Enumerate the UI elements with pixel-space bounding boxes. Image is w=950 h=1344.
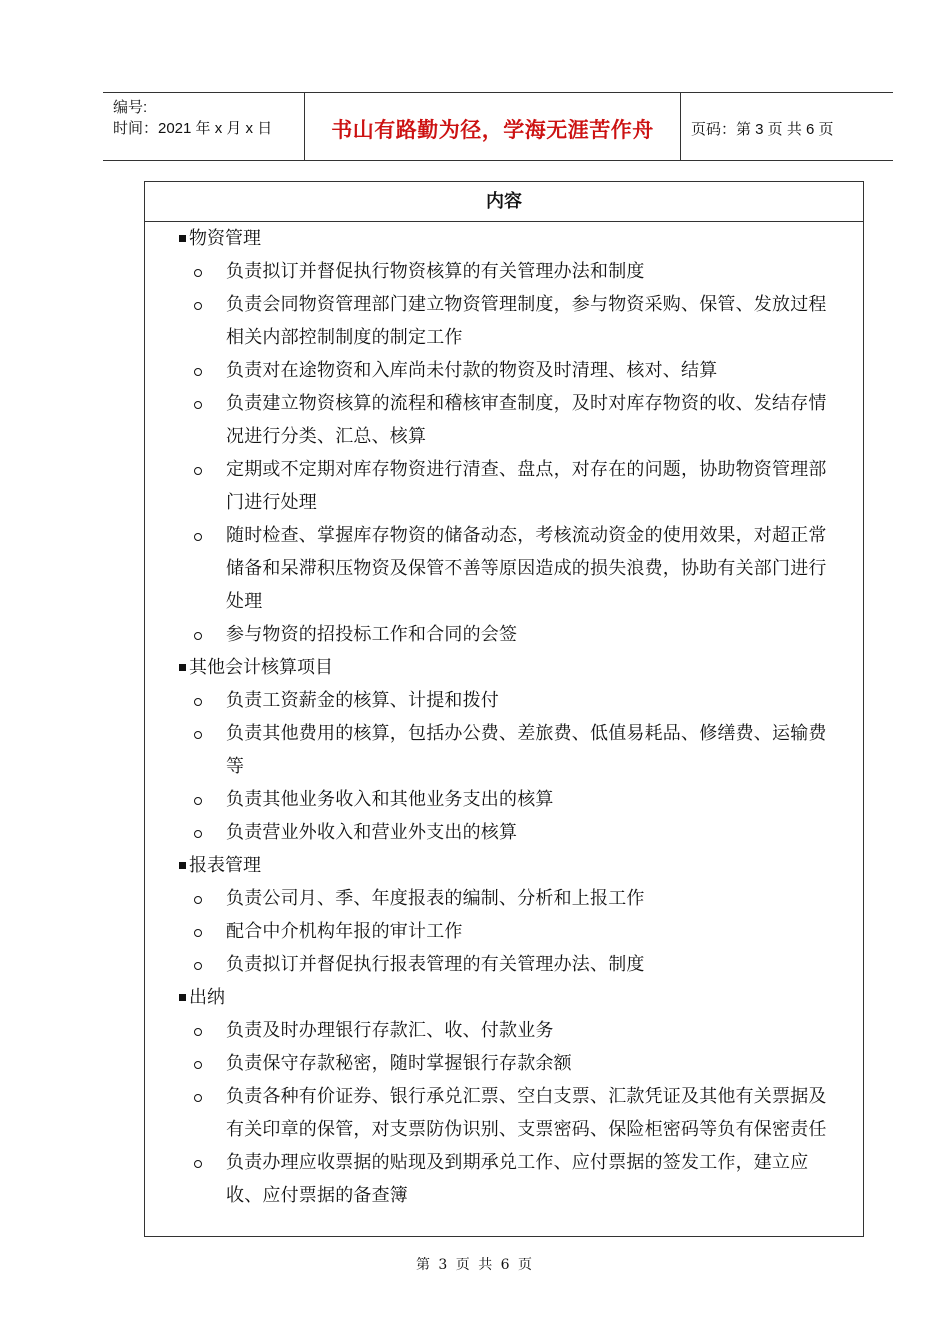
list-item-text: 负责会同物资管理部门建立物资管理制度，参与物资采购、保管、发放过程相关内部控制制度的制定工作: [226, 294, 827, 348]
list-item-text: 负责拟订并督促执行报表管理的有关管理办法、制度: [226, 954, 645, 975]
list-item: [145, 618, 863, 651]
list-item-text: 配合中介机构年报的审计工作: [226, 921, 463, 942]
list-item: [145, 816, 863, 849]
header-page-cell: [681, 93, 893, 160]
section-heading: [179, 849, 863, 882]
content-table: [144, 181, 864, 1237]
list-item: [145, 1014, 863, 1047]
list-item-text: 负责其他费用的核算，包括办公费、差旅费、低值易耗品、修缮费、运输费等: [226, 723, 827, 777]
list-item: [145, 387, 863, 453]
section-heading: [179, 651, 863, 684]
content-table-body: [145, 222, 863, 1212]
list-item: [145, 717, 863, 783]
square-bullet-icon: [179, 235, 186, 242]
list-item: [145, 519, 863, 618]
list-item: [145, 1047, 863, 1080]
header-page-code: 页码：第 3 页 共 6 页: [691, 121, 834, 138]
header-motto: 书山有路勤为径，学海无涯苦作舟: [331, 118, 654, 142]
circle-bullet-icon: [194, 1028, 202, 1036]
list-item-text: 负责营业外收入和营业外支出的核算: [226, 822, 518, 843]
section-title: 出纳: [189, 987, 225, 1008]
header-meta-cell: [103, 93, 305, 160]
circle-bullet-icon: [194, 731, 202, 739]
document-number: 编号:: [113, 99, 148, 116]
list-item-text: 负责及时办理银行存款汇、收、付款业务: [226, 1020, 554, 1041]
list-item: [145, 288, 863, 354]
circle-bullet-icon: [194, 401, 202, 409]
list-item-text: 负责工资薪金的核算、计提和拨付: [226, 690, 499, 711]
circle-bullet-icon: [194, 632, 202, 640]
list-item-text: 负责拟订并督促执行物资核算的有关管理办法和制度: [226, 261, 645, 282]
circle-bullet-icon: [194, 797, 202, 805]
section-title: 物资管理: [189, 228, 261, 249]
square-bullet-icon: [179, 862, 186, 869]
list-item: [145, 354, 863, 387]
list-item-text: 负责建立物资核算的流程和稽核审查制度，及时对库存物资的收、发结存情况进行分类、汇总、核算: [226, 393, 827, 447]
circle-bullet-icon: [194, 1160, 202, 1168]
circle-bullet-icon: [194, 698, 202, 706]
section-title: 报表管理: [189, 855, 261, 876]
list-item-text: 负责其他业务收入和其他业务支出的核算: [226, 789, 554, 810]
section-heading: [179, 981, 863, 1014]
list-item-text: 负责办理应收票据的贴现及到期承兑工作、应付票据的签发工作，建立应收、应付票据的备查簿: [226, 1152, 809, 1206]
list-item: [145, 684, 863, 717]
circle-bullet-icon: [194, 929, 202, 937]
circle-bullet-icon: [194, 269, 202, 277]
section-heading: [179, 222, 863, 255]
list-item-text: 负责公司月、季、年度报表的编制、分析和上报工作: [226, 888, 645, 909]
list-item: [145, 453, 863, 519]
square-bullet-icon: [179, 664, 186, 671]
page-footer: 第 3 页 共 6 页: [415, 1257, 535, 1273]
content-table-heading: 内容: [145, 182, 863, 222]
list-item: [145, 1146, 863, 1212]
list-item: [145, 882, 863, 915]
list-item: [145, 255, 863, 288]
document-date: 时间：2021 年 x 月 x 日: [113, 120, 273, 137]
list-item-text: 定期或不定期对库存物资进行清查、盘点，对存在的问题，协助物资管理部门进行处理: [226, 459, 827, 513]
document-header: [103, 92, 893, 161]
list-item: [145, 1080, 863, 1146]
list-item-text: 负责对在途物资和入库尚未付款的物资及时清理、核对、结算: [226, 360, 718, 381]
circle-bullet-icon: [194, 368, 202, 376]
circle-bullet-icon: [194, 533, 202, 541]
list-item: [145, 915, 863, 948]
header-motto-cell: [305, 93, 681, 160]
square-bullet-icon: [179, 994, 186, 1001]
circle-bullet-icon: [194, 1061, 202, 1069]
circle-bullet-icon: [194, 1094, 202, 1102]
list-item-text: 负责保守存款秘密，随时掌握银行存款余额: [226, 1053, 572, 1074]
list-item: [145, 948, 863, 981]
list-item-text: 参与物资的招投标工作和合同的会签: [226, 624, 518, 645]
circle-bullet-icon: [194, 896, 202, 904]
circle-bullet-icon: [194, 467, 202, 475]
circle-bullet-icon: [194, 302, 202, 310]
circle-bullet-icon: [194, 830, 202, 838]
list-item-text: 随时检查、掌握库存物资的储备动态，考核流动资金的使用效果，对超正常储备和呆滞积压物资及保管不善等原因造成的损失浪费，协助有关部门进行处理: [226, 525, 827, 612]
circle-bullet-icon: [194, 962, 202, 970]
section-title: 其他会计核算项目: [189, 657, 333, 678]
list-item-text: 负责各种有价证券、银行承兑汇票、空白支票、汇款凭证及其他有关票据及有关印章的保管，对支票防伪识别、支票密码、保险柜密码等负有保密责任: [226, 1086, 827, 1140]
list-item: [145, 783, 863, 816]
